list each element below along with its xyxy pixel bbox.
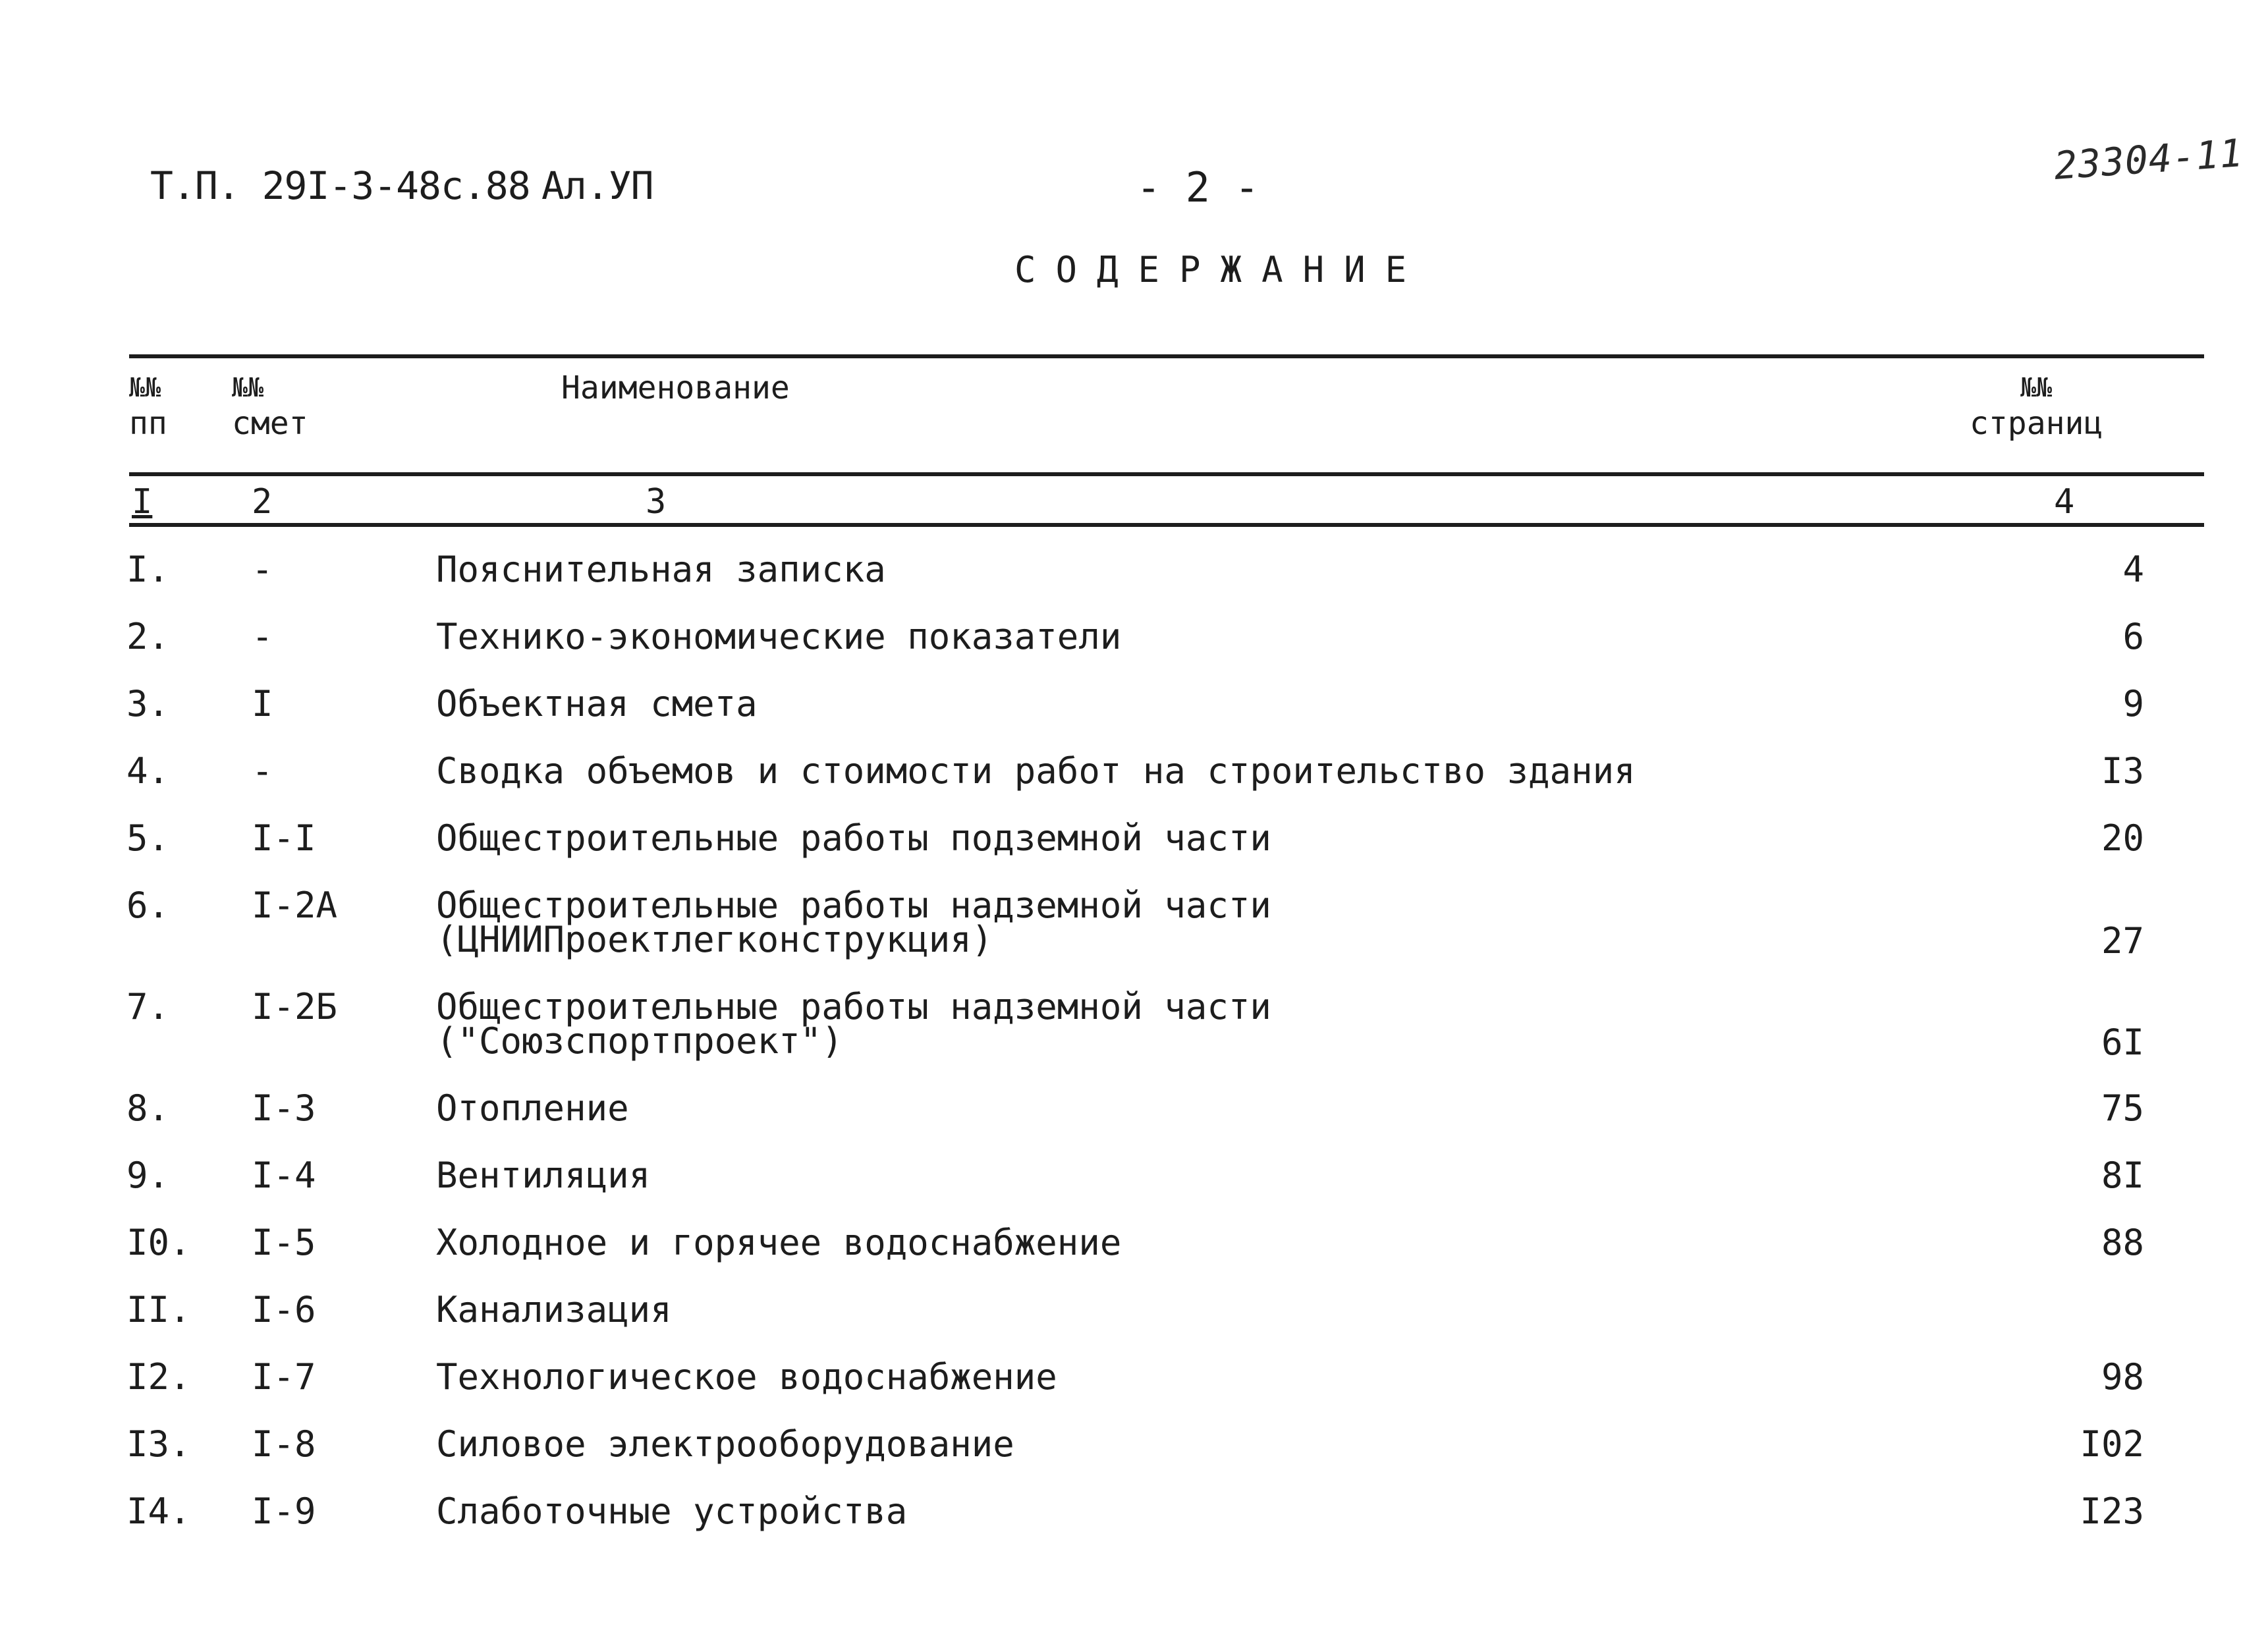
row-number: 5. [126,817,170,859]
row-page: 4 [2122,549,2144,590]
column-header-pages-label: страниц [1970,405,2103,442]
row-number: I3. [126,1423,191,1465]
document-code: Т.П. 29I-3-48с.88 [150,163,530,208]
row-name: Объектная смета [436,683,758,724]
row-number: 8. [126,1087,170,1129]
row-number: I2. [126,1356,191,1398]
row-page: I02 [2080,1423,2144,1465]
row-name-continued: (ЦНИИПроектлегконструкция) [436,919,993,960]
row-number: I. [126,549,170,590]
row-page: 75 [2101,1087,2144,1129]
row-page: 27 [2101,920,2144,962]
row-estimate: I-2А [252,885,338,926]
column-header-name: Наименование [561,369,790,406]
row-name: Технико-экономические показатели [436,616,1122,657]
row-estimate: - [252,549,273,590]
row-number: 2. [126,616,170,657]
row-number: II. [126,1289,191,1330]
row-page: 8I [2101,1155,2144,1196]
row-page: 6 [2122,616,2144,657]
row-page: I23 [2080,1490,2144,1532]
row-estimate: - [252,750,273,792]
row-estimate: I [252,683,273,724]
row-estimate: I-4 [252,1155,316,1196]
row-number: 6. [126,885,170,926]
row-estimate: I-3 [252,1087,316,1129]
row-page: 6I [2101,1022,2144,1063]
table-top-rule [129,354,2204,358]
row-estimate: I-7 [252,1356,316,1398]
column-header-pp [129,370,167,441]
row-page: 9 [2122,683,2144,724]
row-name: Холодное и горячее водоснабжение [436,1222,1122,1263]
column-header-estimate-mark: №№ [232,373,264,403]
row-name: Канализация [436,1289,672,1330]
column-number-2: 2 [252,482,273,522]
row-page: 98 [2101,1356,2144,1398]
page-number: - 2 - [1136,163,1259,211]
page-title: СОДЕРЖАНИЕ [1014,249,1427,290]
row-estimate: I-6 [252,1289,316,1330]
row-number: 4. [126,750,170,792]
row-name: Отопление [436,1087,629,1129]
row-name: Вентиляция [436,1155,651,1196]
column-header-pages-mark: №№ [2020,373,2053,403]
row-estimate: I-9 [252,1490,316,1532]
row-page: I3 [2101,750,2144,792]
column-header-pp-label: пп [129,405,167,442]
row-page: 20 [2101,817,2144,859]
inventory-stamp: 23304-11 [2052,130,2245,188]
column-number-4: 4 [2054,482,2075,522]
row-estimate: I-8 [252,1423,316,1465]
row-estimate: I-5 [252,1222,316,1263]
row-name: Общестроительные работы надземной части [436,986,1271,1027]
row-estimate: - [252,616,273,657]
column-number-1: I [132,482,153,522]
row-name-continued: ("Союзспортпроект") [436,1020,843,1062]
column-header-estimate-label: смет [232,405,308,442]
row-estimate: I-2Б [252,986,338,1027]
row-number: I4. [126,1490,191,1532]
column-header-estimate [232,370,308,441]
row-number: 3. [126,683,170,724]
column-header-pages [1970,370,2103,441]
row-name: Слаботочные устройства [436,1490,908,1532]
row-name: Технологическое водоснабжение [436,1356,1057,1398]
row-estimate: I-I [252,817,316,859]
row-name: Общестроительные работы подземной части [436,817,1271,859]
row-number: 9. [126,1155,170,1196]
table-column-number-rule [129,523,2204,527]
row-number: 7. [126,986,170,1027]
column-header-pp-mark: №№ [129,373,161,403]
row-name: Силовое электрооборудование [436,1423,1014,1465]
row-name: Сводка объемов и стоимости работ на строительство здания [436,750,1636,792]
row-name: Пояснительная записка [436,549,886,590]
column-number-3: 3 [646,482,667,522]
row-number: I0. [126,1222,191,1263]
row-name: Общестроительные работы надземной части [436,885,1271,926]
row-page: 88 [2101,1222,2144,1263]
table-header-rule [129,472,2204,476]
album-number: Ал.УП [541,163,653,208]
